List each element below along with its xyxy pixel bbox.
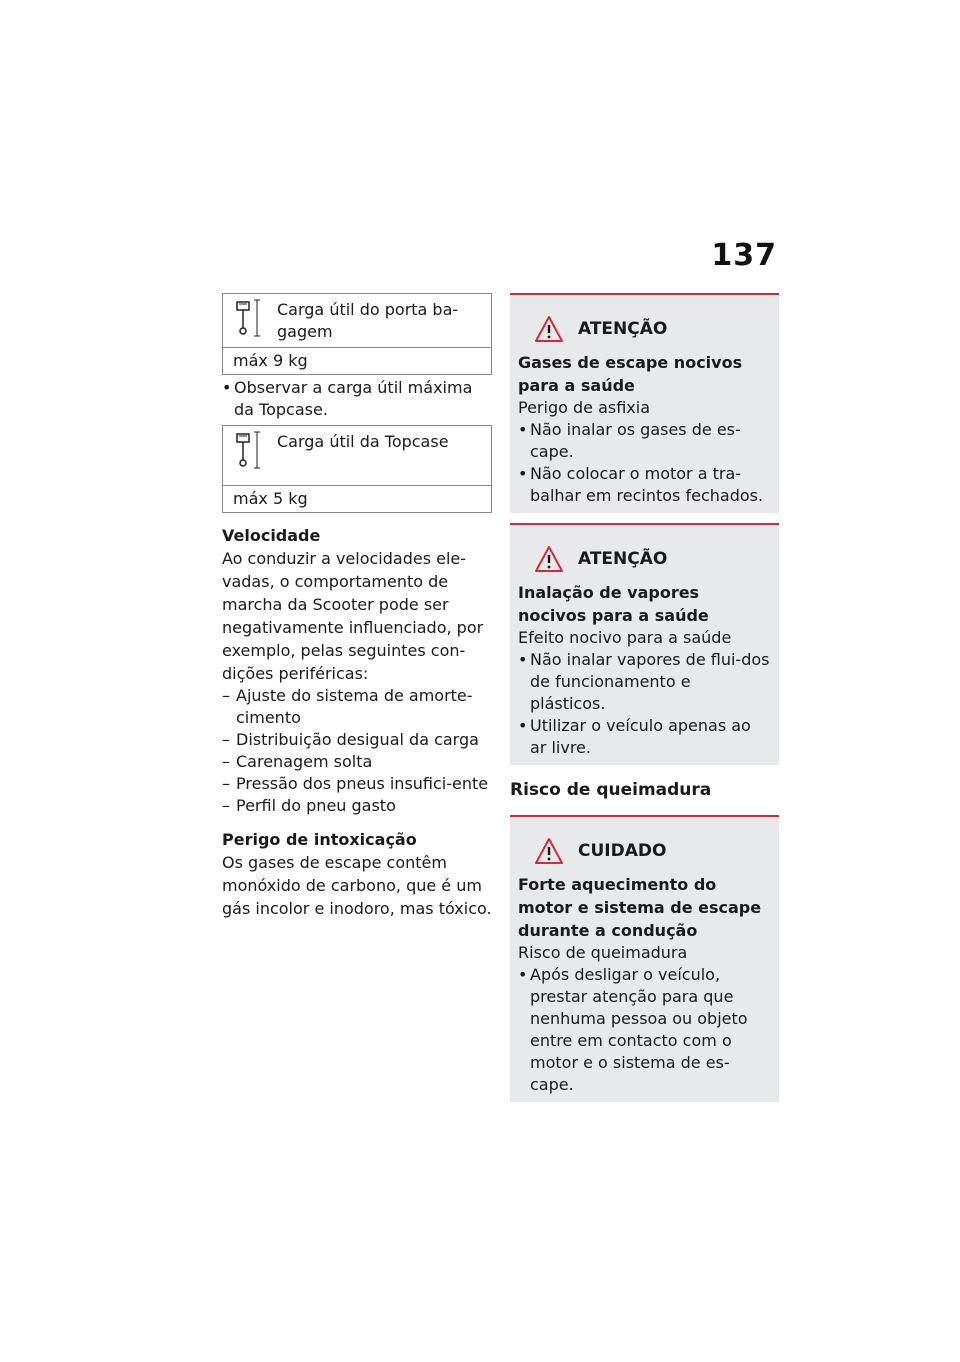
warning-box-vapors (510, 523, 779, 765)
warning-label: CUIDADO (578, 841, 667, 861)
warning-triangle-icon (534, 545, 564, 573)
spec-table-topcase (222, 425, 492, 513)
list-item: • Não inalar os gases de es-cape. (518, 420, 741, 461)
list-item: • Não inalar vapores de flui-dos de funcionamento e plásticos. (518, 650, 770, 713)
list-item: – Distribuição desigual da carga (222, 730, 479, 749)
bullet-item: • Observar a carga útil máxima da Topcase. (222, 378, 473, 419)
warning-subtitle: Risco de queimadura (518, 943, 688, 962)
warning-title: Inalação de vapores nocivos para a saúde (518, 583, 709, 625)
warning-label: ATENÇÃO (578, 549, 668, 569)
warning-triangle-icon (534, 315, 564, 343)
spec-value: máx 9 kg (233, 351, 308, 370)
luggage-load-icon (233, 430, 263, 470)
spec-title: Carga útil do porta ba-gagem (277, 300, 459, 341)
warning-title: Gases de escape nocivos para a saúde (518, 353, 743, 395)
intoxicacao-text: Os gases de escape contêm monóxido de carbono, que é um gás incolor e inodoro, mas tóxico. (222, 853, 492, 918)
warning-label: ATENÇÃO (578, 319, 668, 339)
list-item: – Pressão dos pneus insufici-ente (222, 774, 489, 793)
velocidade-text: Ao conduzir a velocidades ele-vadas, o comportamento de marcha da Scooter pode ser negativamente influenciado, por exemplo, pelas seguintes con-dições periféricas: (222, 549, 484, 683)
warning-box-exhaust (510, 293, 779, 513)
warning-triangle-icon (534, 837, 564, 865)
luggage-load-icon (233, 298, 263, 338)
section-heading-velocidade: Velocidade (222, 526, 321, 545)
velocidade-list (222, 685, 492, 817)
right-column (510, 293, 779, 1102)
section-heading-intoxicacao: Perigo de intoxicação (222, 830, 417, 849)
warning-box-burn (510, 815, 779, 1102)
list-item: – Carenagem solta (222, 752, 373, 771)
spec-value: máx 5 kg (233, 489, 308, 508)
warning-subtitle: Perigo de asfixia (518, 398, 650, 417)
section-heading-queimadura: Risco de queimadura (510, 780, 712, 800)
list-item: • Utilizar o veículo apenas ao ar livre. (518, 716, 751, 757)
page-number: 137 (711, 238, 777, 273)
left-column (222, 293, 492, 920)
spec-table-luggage-rack (222, 293, 492, 375)
list-item: – Perfil do pneu gasto (222, 796, 396, 815)
spec-title: Carga útil da Topcase (277, 432, 449, 451)
warning-title: Forte aquecimento do motor e sistema de escape durante a condução (518, 875, 762, 940)
list-item: – Ajuste do sistema de amorte-cimento (222, 686, 473, 727)
warning-subtitle: Efeito nocivo para a saúde (518, 628, 732, 647)
list-item: • Não colocar o motor a tra-balhar em recintos fechados. (518, 464, 764, 505)
list-item: • Após desligar o veículo, prestar atenção para que nenhuma pessoa ou objeto entre em contacto com o motor e o sistema de es-cape. (518, 965, 748, 1094)
